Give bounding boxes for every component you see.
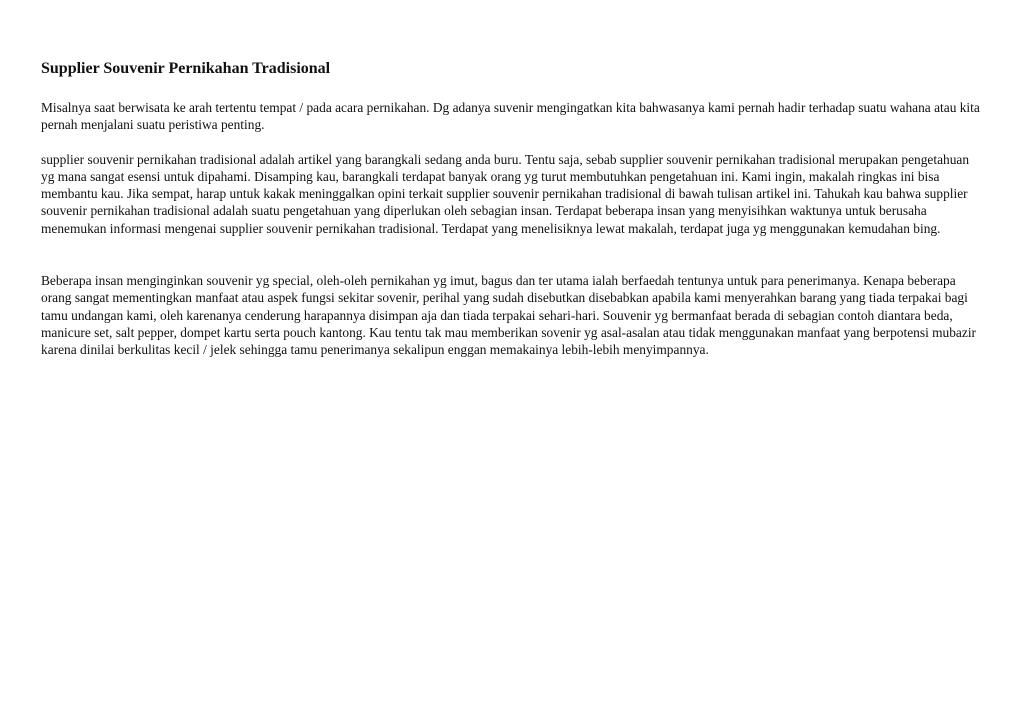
document-page (41, 57, 981, 359)
paragraph-souvenir-benefits: Beberapa insan menginginkan souvenir yg special, oleh-oleh pernikahan yg imut, bagus dan ter utama ialah berfaedah tentunya untuk para penerimanya. Kenapa beberapa orang sangat mementingkan manfaat atau aspek fungsi sekitar sovenir, perihal yang sudah disebutkan disebabkan apabila kami menyerahkan barang yang tiada terpakai bagi tamu undangan kami, oleh karenanya cenderung harapannya disimpan aja dan tiada terpakai sehari-hari. Souvenir yg bermanfaat berada di sebagian contoh diantara beda, manicure set, salt pepper, dompet kartu serta pouch kantong. Kau tentu tak mau memberikan sovenir yg asal-asalan atau tidak menggunakan manfaat yang berpotensi mubazir karena dinilai berkulitas kecil / jelek sehingga tamu penerimanya sekalipun enggan memakainya lebih-lebih menyimpannya. (41, 273, 977, 358)
document-title: Supplier Souvenir Pernikahan Tradisional (41, 60, 331, 77)
paragraph-intro: Misalnya saat berwisata ke arah tertentu tempat / pada acara pernikahan. Dg adanya suvenir mengingatkan kita bahwasanya kami pernah hadir terhadap suatu wahana atau kita pernah menjalani suatu peristiwa penting. (41, 100, 980, 133)
paragraph-article-info: supplier souvenir pernikahan tradisional adalah artikel yang barangkali sedang anda buru. Tentu saja, sebab supplier souvenir pernikahan tradisional merupakan pengetahuan yg mana sangat esensi untuk dipahami. Disamping kau, barangkali terdapat banyak orang yg turut membutuhkan pengetahuan ini. Kami ingin, makalah ringkas ini bisa membantu kau. Jika sempat, harap untuk kakak meninggalkan opini terkait supplier souvenir pernikahan tradisional di bawah tulisan artikel ini. Tahukah kau bahwa supplier souvenir pernikahan tradisional adalah suatu pengetahuan yang diperlukan oleh sebagian insan. Terdapat beberapa insan yang menyisihkan waktunya untuk berusaha menemukan informasi mengenai supplier souvenir pernikahan tradisional. Terdapat yang menelisiknya lewat makalah, terdapat juga yg menggunakan kemudahan bing. (41, 151, 970, 236)
